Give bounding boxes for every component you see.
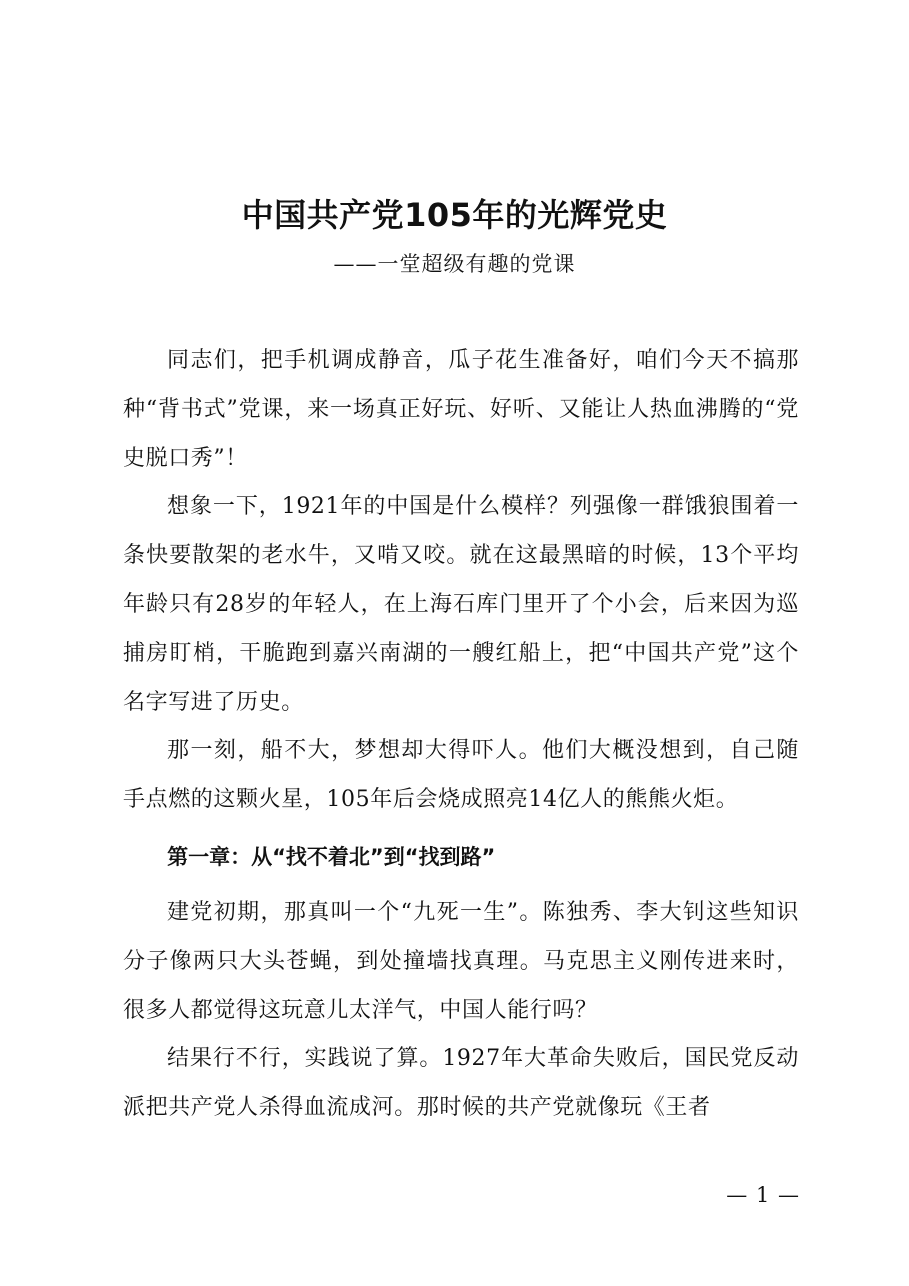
document-body	[123, 337, 799, 1133]
document-subtitle: ——一堂超级有趣的党课	[333, 252, 576, 276]
paragraph-intro: 同志们，把手机调成静音，瓜子花生准备好，咱们今天不搞那种“背书式”党课，来一场真正好玩、好听、又能让人热血沸腾的“党史脱口秀”！	[123, 348, 799, 471]
paragraph-red-boat: 那一刻，船不大，梦想却大得吓人。他们大概没想到，自己随手点燃的这颗火星，105年后会烧成照亮14亿人的熊熊火炬。	[123, 738, 799, 813]
page-number: — 1 —	[726, 1183, 800, 1207]
paragraph-1921: 想象一下，1921年的中国是什么模样？列强像一群饿狼围着一条快要散架的老水牛，又啃又咬。就在这最黑暗的时候，13个平均年龄只有28岁的年轻人，在上海石库门里开了个小会，后来因为巡捕房盯梢，干脆跑到嘉兴南湖的一艘红船上，把“中国共产党”这个名字写进了历史。	[123, 494, 799, 715]
paragraph-1927: 结果行不行，实践说了算。1927年大革命失败后，国民党反动派把共产党人杀得血流成河。那时候的共产党就像玩《王者	[123, 1046, 799, 1121]
document-title: 中国共产党105年的光辉党史	[241, 196, 668, 234]
chapter-heading: 第一章：从“找不着北”到“找到路”	[167, 844, 496, 869]
paragraph-early-party: 建党初期，那真叫一个“九死一生”。陈独秀、李大钊这些知识分子像两只大头苍蝇，到处撞墙找真理。马克思主义刚传进来时，很多人都觉得这玩意儿太洋气，中国人能行吗？	[123, 899, 799, 1023]
